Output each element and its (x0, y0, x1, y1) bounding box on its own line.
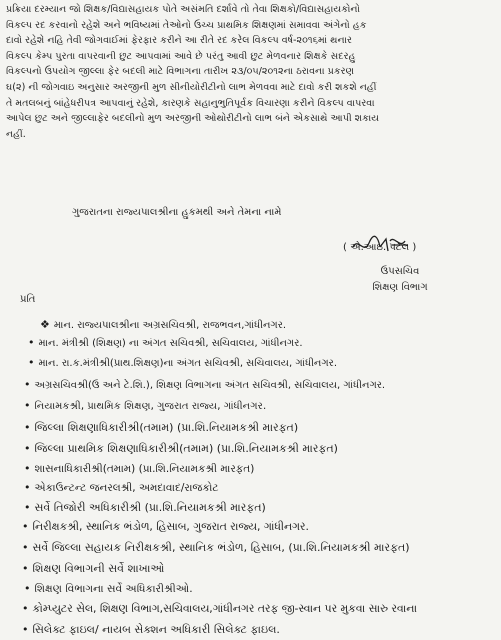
list-item-text: શિક્ષણ વિભાગની સર્વે શાખાઓ (32, 562, 165, 575)
list-item-text: સિલેક્ટ ફાઇલ/ નાયબ સેક્શન અધિકારી સિલેક્ટ ફાઇલ. (32, 623, 280, 636)
list-item (24, 462, 254, 476)
bullet-icon: • (24, 421, 31, 434)
bullet-icon: • (24, 378, 31, 391)
bullet-icon: • (22, 520, 29, 533)
paragraph-line: દાવો રહેશે નહિ તેવી જોગવાઈમાં ફેરફાર કરીને આ રીતે રદ કરેલ વિકલ્પ વર્ષ-૨૦૧૬માં થનાર (6, 35, 352, 47)
list-item-text: જિલ્લા પ્રાથમિક શિક્ષણાધિકારીશ્રી(તમામ) (પ્રા.શિ.નિયામકશ્રી મારફત) (34, 442, 338, 455)
paragraph-line: નહીં. (6, 128, 26, 140)
list-item (22, 520, 309, 534)
order-line: ગુજરાતના રાજ્યપાલશ્રીના હુકમથી અને તેમના નામે (72, 207, 282, 218)
list-item-text: અગ્રસચિવશ્રી(ઉ અને ટે.શિ.), શિક્ષણ વિભાગના અંગત સચિવશ્રી, સચિવાલય, ગાંધીનગર. (34, 380, 386, 391)
bullet-icon: • (22, 623, 29, 636)
bullet-icon: • (28, 336, 35, 349)
prati-label: પ્રતિ (20, 294, 36, 305)
body-paragraph (6, 2, 496, 142)
signatory-designation: ઉપસચિવ (380, 266, 420, 277)
bullet-icon: • (24, 582, 31, 595)
list-item (24, 481, 218, 495)
list-item (40, 318, 286, 331)
bullet-icon: • (22, 562, 29, 575)
signatory-department: શિક્ષણ વિભાગ (372, 282, 428, 293)
signatory-name: ( એ.આઇ. પટેલ ) (343, 242, 417, 253)
paragraph-line: આપેલ છુટ અને જીલ્લાફેર બદલીનો મુળ અરજીની ઓથોરીટીનો લાભ બંને એકસાથે આપી શકાય (6, 113, 380, 125)
list-item (24, 421, 298, 435)
list-item (28, 336, 303, 349)
list-item-text: નિરીક્ષકશ્રી, સ્થાનિક ભંડોળ, હિસાબ, ગુજરાત રાજ્ય, ગાંધીનગર. (32, 520, 309, 533)
list-item-text: માન. રાજ્યપાલશ્રીના અગ્રસચિવશ્રી, રાજભવન,ગાંધીનગર. (53, 320, 287, 331)
list-item (24, 582, 193, 596)
list-item-text: સર્વે તિજોરી અધિકારીશ્રી (પ્રા.શિ.નિયામકશ્રી મારફત) (34, 501, 266, 514)
bullet-icon: • (24, 442, 31, 455)
list-item-text: એકાઉન્ટન્ટ જનરલશ્રી, અમદાવાદ/રાજકોટ (34, 482, 219, 494)
bullet-icon: • (28, 356, 35, 369)
list-item-text: સર્વે જિલ્લા સહાયક નિરીક્ષકશ્રી, સ્થાનિક ભંડોળ, હિસાબ, (પ્રા.શિ.નિયામકશ્રી મારફત) (32, 541, 410, 554)
list-item (24, 501, 266, 515)
list-item (24, 378, 385, 391)
list-item (22, 541, 410, 555)
paragraph-line: વિકલ્પ રદ કરવાનો રહેશે અને ભવિષ્યમાં તેઓનો ઉચ્ચ પ્રાથમિક શિક્ષણમાં સમાવવા અંગેનો હક (6, 19, 367, 31)
signatory-block (330, 264, 470, 296)
list-item (22, 562, 164, 576)
list-item-text: નિયામકશ્રી, પ્રાથમિક શિક્ષણ, ગુજરાત રાજ્ય, ગાંધીનગર. (34, 401, 267, 412)
list-item-text: શાસનાધિકારીશ્રી(તમામ) (પ્રા.શિ.નિયામકશ્રી મારફત) (34, 463, 255, 475)
bullet-icon: • (24, 462, 31, 475)
bullet-icon: • (24, 501, 31, 514)
list-item (24, 399, 266, 413)
list-item-text: માન. મંત્રીશ્રી (શિક્ષણ) ના અંગત સચિવશ્રી, સચિવાલય, ગાંધીનગર. (38, 338, 303, 349)
paragraph-line: વિકલ્પ કેમ્પ પુરતા વાપરવાની છુટ આપવામાં આવે છે પરંતુ આવી છુટ મેળવનાર શિક્ષકે સદરહુ (6, 50, 356, 62)
list-item-text: માન. રા.ક.મંત્રીશ્રી(પ્રાથ.શિક્ષણ)ના અંગત સચિવશ્રી, સચિવાલય, ગાંધીનગર. (38, 358, 338, 369)
paragraph-line: તે મતલબનું બાંહેધરીપત્ર આપવાનું રહેશે, કારણકે સહાનુભુતિપૂર્વક વિચારણા કરીને વિકલ્પ વાપરવા (6, 97, 375, 109)
paragraph-line: ઘ(૨) ની જોગવાઇ અનુસાર અરજીની મુળ સીનીયોરીટીનો લાભ મેળવવા માટે દાવો કરી શકશે નહીં (6, 81, 377, 93)
bullet-icon: • (22, 541, 29, 554)
bullet-icon: ❖ (40, 318, 50, 331)
list-item (22, 623, 280, 637)
bullet-icon: • (22, 602, 29, 615)
paragraph-line: વિકલ્પનો ઉપયોગ જીલ્લા ફેર બદલી માટે વિભાગના તારીખ ૨૩/૦૫/૨૦૧૨ના ઠરાવના પ્રકરણ (6, 66, 354, 78)
list-item-text: શિક્ષણ વિભાગના સર્વે અધિકારીશ્રીઓ. (34, 583, 193, 595)
bullet-icon: • (24, 481, 31, 494)
list-item-text: જિલ્લા શિક્ષણાધિકારીશ્રી(તમામ) (પ્રા.શિ.નિયામકશ્રી મારફત) (34, 421, 299, 434)
list-item (24, 442, 338, 456)
paragraph-line: પ્રક્રિયા દરમ્યાન જો શિક્ષક/વિદ્યાસહાયક પોતે અસંમતિ દર્શાવે તો તેવા શિક્ષકો/વિદ્યાસહાયકોનો (6, 4, 360, 15)
list-item (22, 602, 417, 616)
bullet-icon: • (24, 399, 31, 412)
list-item (28, 356, 337, 369)
list-item-text: કોમ્પ્યુટર સેલ, શિક્ષણ વિભાગ,સચિવાલય,ગાંધીનગર તરફ જી-સ્વાન પર મુકવા સારુ રવાના (32, 602, 417, 615)
